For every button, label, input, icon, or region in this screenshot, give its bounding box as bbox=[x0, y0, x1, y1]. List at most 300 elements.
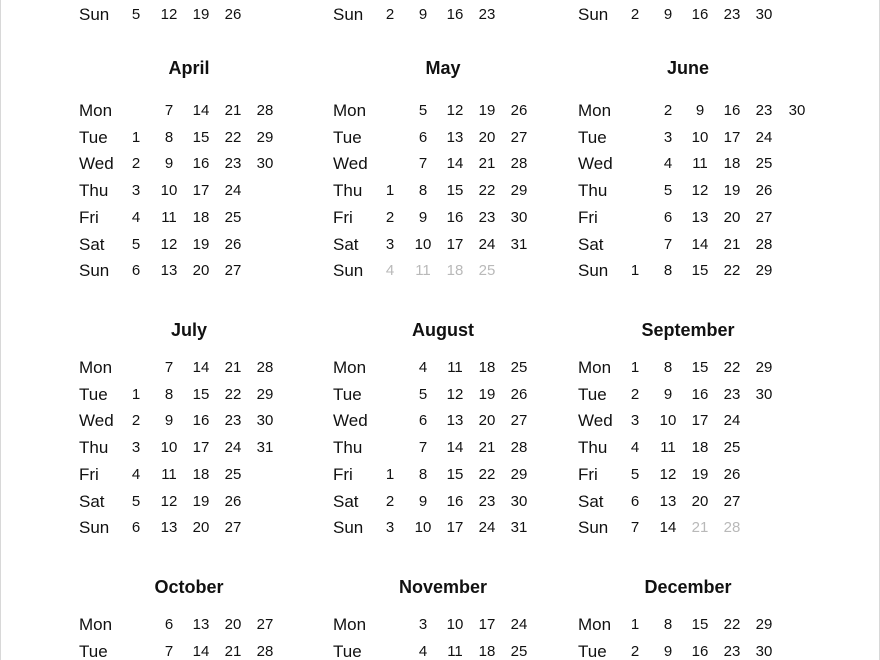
date-cell[interactable]: 4 bbox=[418, 643, 428, 660]
date-cell[interactable]: 10 bbox=[446, 616, 464, 633]
date-cell[interactable]: 6 bbox=[131, 262, 141, 279]
date-cell[interactable]: 22 bbox=[723, 262, 741, 279]
date-cell[interactable]: 20 bbox=[478, 412, 496, 429]
date-cell[interactable]: 24 bbox=[723, 412, 741, 429]
week-row-thu bbox=[578, 437, 818, 459]
date-cell[interactable]: 4 bbox=[131, 466, 141, 483]
date-cell[interactable]: 16 bbox=[691, 6, 709, 23]
date-cell[interactable]: 30 bbox=[256, 155, 274, 172]
date-cell[interactable]: 21 bbox=[723, 236, 741, 253]
date-cell[interactable]: 1 bbox=[131, 129, 141, 146]
date-cell[interactable]: 29 bbox=[755, 616, 773, 633]
date-cell[interactable]: 1 bbox=[630, 359, 640, 376]
date-cell[interactable]: 16 bbox=[691, 643, 709, 660]
date-cell[interactable]: 8 bbox=[418, 182, 428, 199]
date-cell[interactable]: 19 bbox=[723, 182, 741, 199]
date-cell[interactable]: 5 bbox=[418, 102, 428, 119]
date-cell[interactable]: 21 bbox=[691, 519, 709, 536]
date-cell[interactable]: 24 bbox=[224, 439, 242, 456]
date-cell[interactable]: 28 bbox=[723, 519, 741, 536]
date-cell[interactable]: 31 bbox=[510, 236, 528, 253]
date-cell[interactable]: 26 bbox=[224, 493, 242, 510]
date-cell[interactable]: 9 bbox=[164, 155, 174, 172]
week-row-mon bbox=[333, 614, 573, 636]
date-cell[interactable]: 1 bbox=[630, 262, 640, 279]
date-cell[interactable]: 6 bbox=[418, 129, 428, 146]
date-cell[interactable]: 14 bbox=[446, 155, 464, 172]
date-cell[interactable]: 5 bbox=[131, 493, 141, 510]
date-cell[interactable]: 17 bbox=[691, 412, 709, 429]
week-row-mon bbox=[578, 614, 818, 636]
date-cell[interactable]: 26 bbox=[723, 466, 741, 483]
date-cell[interactable]: 2 bbox=[131, 155, 141, 172]
date-cell[interactable]: 2 bbox=[131, 412, 141, 429]
week-row-fri bbox=[578, 207, 818, 229]
weekday-label: Mon bbox=[333, 101, 367, 120]
date-cell[interactable]: 24 bbox=[755, 129, 773, 146]
month-title: June bbox=[666, 58, 709, 78]
date-cell[interactable]: 16 bbox=[691, 386, 709, 403]
weekday-label: Thu bbox=[79, 181, 109, 200]
date-cell[interactable]: 29 bbox=[256, 386, 274, 403]
date-cell[interactable]: 7 bbox=[164, 102, 174, 119]
date-cell[interactable]: 15 bbox=[691, 616, 709, 633]
date-cell[interactable]: 22 bbox=[723, 616, 741, 633]
date-cell[interactable]: 8 bbox=[164, 129, 174, 146]
date-cell[interactable]: 13 bbox=[446, 129, 464, 146]
week-row-sun bbox=[578, 517, 818, 539]
date-cell[interactable]: 21 bbox=[224, 102, 242, 119]
month-title: September bbox=[641, 320, 735, 340]
date-cell[interactable]: 29 bbox=[755, 359, 773, 376]
weekday-label: Mon bbox=[79, 101, 113, 120]
date-cell[interactable]: 2 bbox=[630, 6, 640, 23]
date-cell[interactable]: 28 bbox=[510, 155, 528, 172]
date-cell[interactable]: 5 bbox=[131, 236, 141, 253]
date-cell[interactable]: 28 bbox=[755, 236, 773, 253]
date-cell[interactable]: 30 bbox=[788, 102, 806, 119]
date-cell[interactable]: 27 bbox=[510, 412, 528, 429]
date-cell[interactable]: 30 bbox=[256, 412, 274, 429]
week-row-sun bbox=[333, 4, 573, 26]
date-cell[interactable]: 27 bbox=[224, 519, 242, 536]
date-cell[interactable]: 9 bbox=[164, 412, 174, 429]
weekday-label: Fri bbox=[578, 465, 598, 484]
week-row-mon bbox=[79, 100, 319, 122]
date-cell[interactable]: 23 bbox=[723, 386, 741, 403]
date-cell[interactable]: 24 bbox=[478, 519, 496, 536]
date-cell[interactable]: 3 bbox=[418, 616, 428, 633]
date-cell[interactable]: 11 bbox=[660, 439, 676, 456]
date-cell[interactable]: 18 bbox=[192, 209, 210, 226]
date-cell[interactable]: 7 bbox=[418, 155, 428, 172]
date-cell[interactable]: 9 bbox=[695, 102, 705, 119]
week-row-thu bbox=[79, 437, 319, 459]
month-title: May bbox=[425, 58, 461, 78]
month-title: October bbox=[154, 577, 224, 597]
date-cell[interactable]: 30 bbox=[510, 209, 528, 226]
date-cell[interactable]: 22 bbox=[478, 182, 496, 199]
date-cell[interactable]: 25 bbox=[755, 155, 773, 172]
weekday-label: Wed bbox=[578, 411, 613, 430]
date-cell[interactable]: 3 bbox=[385, 519, 395, 536]
date-cell[interactable]: 25 bbox=[224, 466, 242, 483]
date-cell[interactable]: 25 bbox=[510, 359, 528, 376]
date-cell[interactable]: 25 bbox=[510, 643, 528, 660]
date-cell[interactable]: 6 bbox=[164, 616, 174, 633]
date-cell[interactable]: 15 bbox=[192, 129, 210, 146]
date-cell[interactable]: 26 bbox=[510, 102, 528, 119]
date-cell[interactable]: 31 bbox=[256, 439, 274, 456]
date-cell[interactable]: 10 bbox=[160, 439, 178, 456]
date-cell[interactable]: 9 bbox=[663, 6, 673, 23]
week-row-mon bbox=[79, 357, 319, 379]
date-cell[interactable]: 29 bbox=[510, 182, 528, 199]
date-cell[interactable]: 30 bbox=[755, 6, 773, 23]
date-cell[interactable]: 14 bbox=[691, 236, 709, 253]
week-row-wed bbox=[578, 153, 818, 175]
date-cell[interactable]: 4 bbox=[630, 439, 640, 456]
date-cell[interactable]: 24 bbox=[478, 236, 496, 253]
date-cell[interactable]: 3 bbox=[131, 182, 141, 199]
date-cell[interactable]: 17 bbox=[192, 439, 210, 456]
date-cell[interactable]: 15 bbox=[446, 466, 464, 483]
date-cell[interactable]: 1 bbox=[630, 616, 640, 633]
date-cell[interactable]: 11 bbox=[161, 209, 177, 226]
date-cell[interactable]: 19 bbox=[478, 102, 496, 119]
date-cell[interactable]: 2 bbox=[630, 386, 640, 403]
date-cell[interactable]: 28 bbox=[256, 102, 274, 119]
week-row-mon bbox=[333, 100, 573, 122]
weekday-label: Mon bbox=[333, 358, 367, 377]
date-cell[interactable]: 20 bbox=[478, 129, 496, 146]
weekday-label: Sat bbox=[578, 492, 604, 511]
date-cell[interactable]: 28 bbox=[256, 643, 274, 660]
weekday-label: Sat bbox=[333, 235, 359, 254]
date-cell[interactable]: 12 bbox=[446, 386, 464, 403]
date-cell[interactable]: 8 bbox=[418, 466, 428, 483]
date-cell[interactable]: 2 bbox=[385, 209, 395, 226]
date-cell[interactable]: 4 bbox=[385, 262, 395, 279]
date-cell[interactable]: 18 bbox=[723, 155, 741, 172]
weekday-label: Sun bbox=[333, 5, 364, 24]
date-cell[interactable]: 11 bbox=[692, 155, 708, 172]
week-row-wed bbox=[333, 153, 573, 175]
date-cell[interactable]: 19 bbox=[691, 466, 709, 483]
date-cell[interactable]: 9 bbox=[418, 493, 428, 510]
date-cell[interactable]: 20 bbox=[691, 493, 709, 510]
weekday-label: Tue bbox=[578, 128, 607, 147]
date-cell[interactable]: 11 bbox=[415, 262, 431, 279]
weekday-label: Tue bbox=[578, 642, 607, 660]
date-cell[interactable]: 26 bbox=[224, 6, 242, 23]
date-cell[interactable]: 25 bbox=[478, 262, 496, 279]
weekday-label: Thu bbox=[578, 438, 608, 457]
date-cell[interactable]: 6 bbox=[131, 519, 141, 536]
date-cell[interactable]: 25 bbox=[224, 209, 242, 226]
date-cell[interactable]: 29 bbox=[510, 466, 528, 483]
date-cell[interactable]: 25 bbox=[723, 439, 741, 456]
date-cell[interactable]: 3 bbox=[385, 236, 395, 253]
date-cell[interactable]: 13 bbox=[659, 493, 677, 510]
date-cell[interactable]: 17 bbox=[478, 616, 496, 633]
date-cell[interactable]: 27 bbox=[510, 129, 528, 146]
date-cell[interactable]: 22 bbox=[224, 129, 242, 146]
week-row-fri bbox=[79, 207, 319, 229]
week-row-thu bbox=[333, 180, 573, 202]
week-row-mon bbox=[79, 614, 319, 636]
date-cell[interactable]: 12 bbox=[659, 466, 677, 483]
date-cell[interactable]: 16 bbox=[192, 412, 210, 429]
week-row-fri bbox=[333, 464, 573, 486]
week-row-sun bbox=[79, 260, 319, 282]
date-cell[interactable]: 27 bbox=[755, 209, 773, 226]
date-cell[interactable]: 18 bbox=[446, 262, 464, 279]
weekday-label: Mon bbox=[578, 615, 612, 634]
weekday-label: Sun bbox=[79, 5, 110, 24]
date-cell[interactable]: 21 bbox=[478, 439, 496, 456]
date-cell[interactable]: 5 bbox=[663, 182, 673, 199]
date-cell[interactable]: 19 bbox=[192, 493, 210, 510]
weekday-label: Thu bbox=[79, 438, 109, 457]
date-cell[interactable]: 4 bbox=[131, 209, 141, 226]
date-cell[interactable]: 23 bbox=[755, 102, 773, 119]
date-cell[interactable]: 17 bbox=[446, 236, 464, 253]
date-cell[interactable]: 19 bbox=[478, 386, 496, 403]
date-cell[interactable]: 24 bbox=[224, 182, 242, 199]
date-cell[interactable]: 17 bbox=[446, 519, 464, 536]
date-cell[interactable]: 17 bbox=[723, 129, 741, 146]
date-cell[interactable]: 16 bbox=[723, 102, 741, 119]
week-row-sun bbox=[79, 517, 319, 539]
date-cell[interactable]: 29 bbox=[256, 129, 274, 146]
date-cell[interactable]: 4 bbox=[418, 359, 428, 376]
date-cell[interactable]: 2 bbox=[663, 102, 673, 119]
date-cell[interactable]: 8 bbox=[663, 262, 673, 279]
date-cell[interactable]: 12 bbox=[160, 236, 178, 253]
date-cell[interactable]: 21 bbox=[224, 359, 242, 376]
week-row-wed bbox=[333, 410, 573, 432]
date-cell[interactable]: 12 bbox=[446, 102, 464, 119]
week-row-fri bbox=[578, 464, 818, 486]
date-cell[interactable]: 6 bbox=[630, 493, 640, 510]
date-cell[interactable]: 5 bbox=[630, 466, 640, 483]
date-cell[interactable]: 30 bbox=[510, 493, 528, 510]
date-cell[interactable]: 7 bbox=[630, 519, 640, 536]
date-cell[interactable]: 22 bbox=[723, 359, 741, 376]
weekday-label: Thu bbox=[333, 181, 363, 200]
date-cell[interactable]: 9 bbox=[418, 209, 428, 226]
week-row-wed bbox=[578, 410, 818, 432]
date-cell[interactable]: 7 bbox=[164, 643, 174, 660]
weekday-label: Fri bbox=[79, 465, 99, 484]
date-cell[interactable]: 23 bbox=[723, 6, 741, 23]
weekday-label: Tue bbox=[333, 642, 362, 660]
date-cell[interactable]: 1 bbox=[385, 182, 395, 199]
date-cell[interactable]: 1 bbox=[131, 386, 141, 403]
date-cell[interactable]: 30 bbox=[755, 386, 773, 403]
weekday-label: Fri bbox=[79, 208, 99, 227]
date-cell[interactable]: 8 bbox=[663, 616, 673, 633]
date-cell[interactable]: 15 bbox=[691, 359, 709, 376]
week-row-tue bbox=[79, 641, 319, 660]
weekday-label: Tue bbox=[79, 385, 108, 404]
date-cell[interactable]: 3 bbox=[131, 439, 141, 456]
date-cell[interactable]: 13 bbox=[160, 262, 178, 279]
date-cell[interactable]: 15 bbox=[192, 386, 210, 403]
date-cell[interactable]: 28 bbox=[510, 439, 528, 456]
date-cell[interactable]: 2 bbox=[385, 6, 395, 23]
date-cell[interactable]: 10 bbox=[414, 236, 432, 253]
date-cell[interactable]: 23 bbox=[478, 209, 496, 226]
week-row-sat bbox=[578, 234, 818, 256]
weekday-label: Sat bbox=[79, 492, 105, 511]
date-cell[interactable]: 15 bbox=[691, 262, 709, 279]
date-cell[interactable]: 17 bbox=[192, 182, 210, 199]
date-cell[interactable]: 30 bbox=[755, 643, 773, 660]
weekday-label: Wed bbox=[333, 154, 368, 173]
weekday-label: Sun bbox=[333, 518, 364, 537]
page-edge-left bbox=[0, 0, 1, 660]
date-cell[interactable]: 6 bbox=[418, 412, 428, 429]
date-cell[interactable]: 14 bbox=[192, 102, 210, 119]
date-cell[interactable]: 20 bbox=[192, 519, 210, 536]
date-cell[interactable]: 13 bbox=[691, 209, 709, 226]
date-cell[interactable]: 23 bbox=[478, 6, 496, 23]
date-cell[interactable]: 12 bbox=[691, 182, 709, 199]
date-cell[interactable]: 26 bbox=[755, 182, 773, 199]
weekday-label: Wed bbox=[79, 154, 114, 173]
week-row-tue bbox=[578, 641, 818, 660]
date-cell[interactable]: 12 bbox=[160, 6, 178, 23]
week-row-mon bbox=[578, 100, 818, 122]
date-cell[interactable]: 22 bbox=[478, 466, 496, 483]
date-cell[interactable]: 23 bbox=[723, 643, 741, 660]
week-row-mon bbox=[578, 357, 818, 379]
weekday-label: Sun bbox=[578, 518, 609, 537]
date-cell[interactable]: 10 bbox=[160, 182, 178, 199]
date-cell[interactable]: 15 bbox=[446, 182, 464, 199]
date-cell[interactable]: 20 bbox=[723, 209, 741, 226]
date-cell[interactable]: 24 bbox=[510, 616, 528, 633]
week-row-tue bbox=[79, 384, 319, 406]
date-cell[interactable]: 3 bbox=[630, 412, 640, 429]
date-cell[interactable]: 23 bbox=[224, 155, 242, 172]
weekday-label: Wed bbox=[333, 411, 368, 430]
date-cell[interactable]: 10 bbox=[691, 129, 709, 146]
date-cell[interactable]: 20 bbox=[192, 262, 210, 279]
date-cell[interactable]: 12 bbox=[160, 493, 178, 510]
week-row-thu bbox=[79, 180, 319, 202]
date-cell[interactable]: 14 bbox=[192, 643, 210, 660]
date-cell[interactable]: 7 bbox=[663, 236, 673, 253]
date-cell[interactable]: 6 bbox=[663, 209, 673, 226]
date-cell[interactable]: 13 bbox=[192, 616, 210, 633]
date-cell[interactable]: 22 bbox=[224, 386, 242, 403]
week-row-sat bbox=[79, 491, 319, 513]
date-cell[interactable]: 9 bbox=[418, 6, 428, 23]
week-row-tue bbox=[79, 127, 319, 149]
date-cell[interactable]: 2 bbox=[385, 493, 395, 510]
date-cell[interactable]: 27 bbox=[723, 493, 741, 510]
weekday-label: Tue bbox=[333, 128, 362, 147]
date-cell[interactable]: 23 bbox=[478, 493, 496, 510]
date-cell[interactable]: 16 bbox=[446, 493, 464, 510]
date-cell[interactable]: 18 bbox=[192, 466, 210, 483]
week-row-fri bbox=[333, 207, 573, 229]
date-cell[interactable]: 21 bbox=[224, 643, 242, 660]
date-cell[interactable]: 19 bbox=[192, 6, 210, 23]
date-cell[interactable]: 11 bbox=[161, 466, 177, 483]
week-row-sat bbox=[79, 234, 319, 256]
date-cell[interactable]: 18 bbox=[478, 643, 496, 660]
date-cell[interactable]: 26 bbox=[510, 386, 528, 403]
date-cell[interactable]: 8 bbox=[663, 359, 673, 376]
date-cell[interactable]: 9 bbox=[663, 643, 673, 660]
date-cell[interactable]: 13 bbox=[160, 519, 178, 536]
weekday-label: Mon bbox=[79, 358, 113, 377]
date-cell[interactable]: 9 bbox=[663, 386, 673, 403]
date-cell[interactable]: 10 bbox=[414, 519, 432, 536]
weekday-label: Fri bbox=[578, 208, 598, 227]
date-cell[interactable]: 28 bbox=[256, 359, 274, 376]
week-row-tue bbox=[333, 127, 573, 149]
date-cell[interactable]: 13 bbox=[446, 412, 464, 429]
weekday-label: Sat bbox=[578, 235, 604, 254]
date-cell[interactable]: 20 bbox=[224, 616, 242, 633]
date-cell[interactable]: 4 bbox=[663, 155, 673, 172]
weekday-label: Sun bbox=[79, 261, 110, 280]
date-cell[interactable]: 14 bbox=[192, 359, 210, 376]
date-cell[interactable]: 29 bbox=[755, 262, 773, 279]
date-cell[interactable]: 5 bbox=[418, 386, 428, 403]
date-cell[interactable]: 10 bbox=[659, 412, 677, 429]
week-row-sat bbox=[333, 491, 573, 513]
weekday-label: Mon bbox=[333, 615, 367, 634]
date-cell[interactable]: 7 bbox=[418, 439, 428, 456]
date-cell[interactable]: 14 bbox=[659, 519, 677, 536]
date-cell[interactable]: 26 bbox=[224, 236, 242, 253]
date-cell[interactable]: 31 bbox=[510, 519, 528, 536]
date-cell[interactable]: 14 bbox=[446, 439, 464, 456]
date-cell[interactable]: 27 bbox=[224, 262, 242, 279]
date-cell[interactable]: 11 bbox=[447, 359, 463, 376]
weekday-label: Sat bbox=[79, 235, 105, 254]
date-cell[interactable]: 18 bbox=[691, 439, 709, 456]
month-title: July bbox=[170, 320, 208, 340]
date-cell[interactable]: 7 bbox=[164, 359, 174, 376]
date-cell[interactable]: 3 bbox=[663, 129, 673, 146]
date-cell[interactable]: 16 bbox=[192, 155, 210, 172]
date-cell[interactable]: 16 bbox=[446, 6, 464, 23]
week-row-tue bbox=[578, 127, 818, 149]
date-cell[interactable]: 2 bbox=[630, 643, 640, 660]
date-cell[interactable]: 5 bbox=[131, 6, 141, 23]
date-cell[interactable]: 27 bbox=[256, 616, 274, 633]
date-cell[interactable]: 18 bbox=[478, 359, 496, 376]
date-cell[interactable]: 1 bbox=[385, 466, 395, 483]
date-cell[interactable]: 8 bbox=[164, 386, 174, 403]
date-cell[interactable]: 11 bbox=[447, 643, 463, 660]
date-cell[interactable]: 23 bbox=[224, 412, 242, 429]
month-title: November bbox=[398, 577, 488, 597]
week-row-sat bbox=[578, 491, 818, 513]
date-cell[interactable]: 21 bbox=[478, 155, 496, 172]
date-cell[interactable]: 19 bbox=[192, 236, 210, 253]
weekday-label: Wed bbox=[79, 411, 114, 430]
week-row-tue bbox=[578, 384, 818, 406]
date-cell[interactable]: 16 bbox=[446, 209, 464, 226]
